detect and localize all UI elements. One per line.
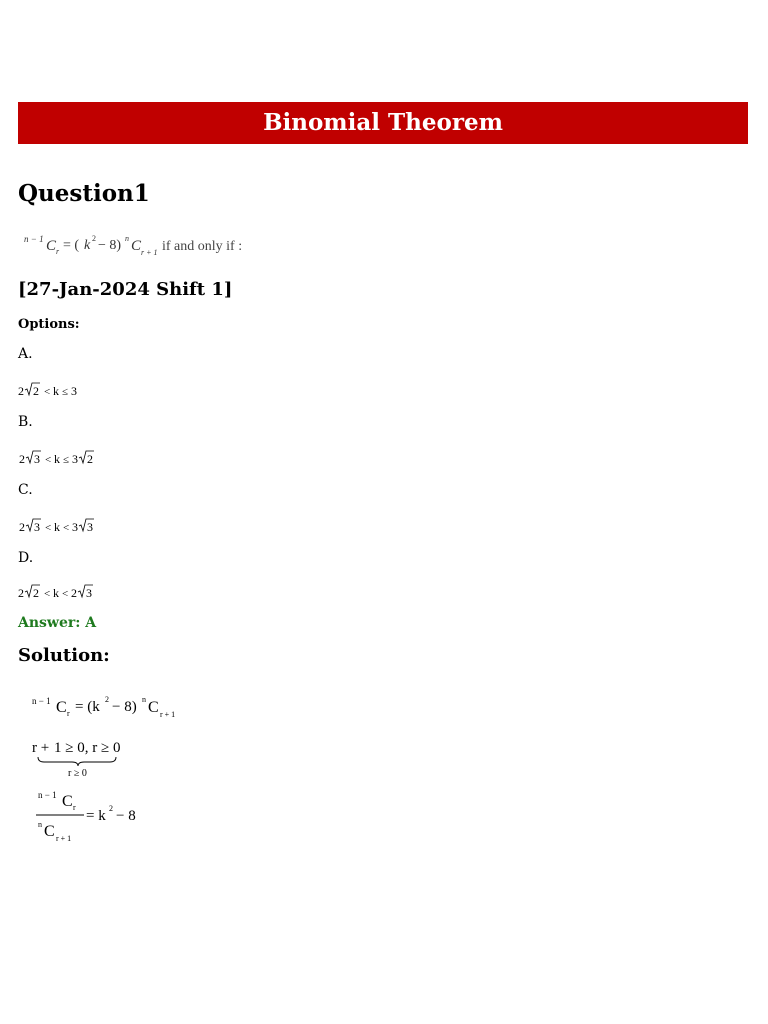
svg-text:r: r: [67, 709, 70, 718]
svg-text:k: k: [84, 238, 91, 253]
svg-text:2: 2: [92, 234, 96, 243]
svg-text:r ≥ 0: r ≥ 0: [68, 768, 87, 779]
svg-text:2: 2: [71, 586, 77, 600]
svg-text:2: 2: [33, 384, 39, 398]
svg-text:2: 2: [19, 452, 25, 466]
solution-equations: [28, 690, 228, 850]
svg-text:3: 3: [72, 520, 78, 534]
svg-text:<: <: [44, 588, 51, 600]
solution-image: [28, 690, 228, 850]
svg-text:− 8: − 8: [116, 808, 136, 824]
svg-text:3: 3: [34, 520, 40, 534]
svg-text:1 ≥ 0, r ≥ 0: 1 ≥ 0, r ≥ 0: [54, 740, 121, 756]
svg-text:3: 3: [34, 452, 40, 466]
svg-text:n − 1: n − 1: [32, 696, 51, 706]
svg-text:3: 3: [71, 384, 77, 398]
svg-text:2: 2: [33, 586, 39, 600]
svg-text:r: r: [73, 803, 76, 812]
option-c-expression: [18, 516, 118, 536]
option-d-letter: D.: [18, 550, 34, 566]
svg-text:3: 3: [87, 520, 93, 534]
solution-title: Solution:: [18, 645, 110, 666]
svg-text:<: <: [45, 454, 52, 466]
svg-text:n: n: [125, 234, 129, 243]
chapter-title: Binomial Theorem: [263, 109, 503, 136]
svg-text:≤: ≤: [63, 454, 70, 466]
svg-text:C: C: [44, 823, 55, 840]
question-title: Question1: [18, 180, 150, 207]
option-b-expression: [18, 448, 118, 468]
svg-text:k: k: [53, 586, 59, 600]
svg-text:2: 2: [109, 804, 113, 813]
exam-session: [27-Jan-2024 Shift 1]: [18, 279, 233, 300]
option-a-expression: [18, 380, 118, 400]
svg-text:C: C: [56, 699, 67, 716]
svg-text:3: 3: [72, 452, 78, 466]
chapter-banner: [18, 102, 748, 144]
svg-text:<: <: [62, 588, 69, 600]
svg-text:− 8): − 8): [112, 699, 137, 715]
svg-text:k: k: [54, 452, 60, 466]
svg-text:C: C: [131, 238, 142, 254]
svg-text:<: <: [44, 386, 51, 398]
svg-text:k: k: [54, 520, 60, 534]
option-d-math: [18, 582, 118, 602]
svg-text:n − 1: n − 1: [24, 234, 44, 244]
option-b-letter: B.: [18, 414, 33, 430]
svg-text:= (k: = (k: [75, 699, 100, 715]
svg-text:− 8): − 8): [98, 238, 122, 253]
svg-text:= (: = (: [63, 238, 80, 253]
answer-text: Answer: A: [18, 615, 97, 631]
svg-text:2: 2: [18, 384, 24, 398]
svg-text:= k: = k: [86, 808, 106, 824]
option-a-letter: A.: [18, 346, 33, 362]
svg-text:r +: r +: [32, 740, 50, 756]
svg-text:2: 2: [87, 452, 93, 466]
svg-text:2: 2: [19, 520, 25, 534]
option-d-expression: [18, 582, 118, 602]
options-label: Options:: [18, 317, 80, 332]
option-c-letter: C.: [18, 482, 33, 498]
svg-text:C: C: [62, 793, 73, 810]
svg-text:r + 1: r + 1: [56, 834, 72, 843]
option-c-math: [18, 516, 118, 536]
svg-text:r: r: [56, 247, 60, 256]
svg-text:n: n: [142, 695, 146, 704]
option-b-math: [18, 448, 118, 468]
svg-text:k: k: [53, 384, 59, 398]
question-equation: [22, 230, 262, 264]
svg-text:≤: ≤: [62, 386, 69, 398]
question-tail-text: if and only if :: [162, 239, 243, 254]
svg-text:C: C: [46, 238, 57, 254]
svg-text:C: C: [148, 699, 159, 716]
svg-text:2: 2: [18, 586, 24, 600]
svg-text:r + 1: r + 1: [160, 710, 176, 719]
svg-text:r + 1: r + 1: [141, 248, 158, 257]
svg-text:n: n: [38, 820, 42, 829]
question-statement-image: [22, 230, 262, 264]
svg-text:<: <: [63, 522, 70, 534]
option-a-math: [18, 380, 118, 400]
svg-text:3: 3: [86, 586, 92, 600]
svg-text:n − 1: n − 1: [38, 790, 57, 800]
svg-text:<: <: [45, 522, 52, 534]
svg-text:2: 2: [105, 695, 109, 704]
